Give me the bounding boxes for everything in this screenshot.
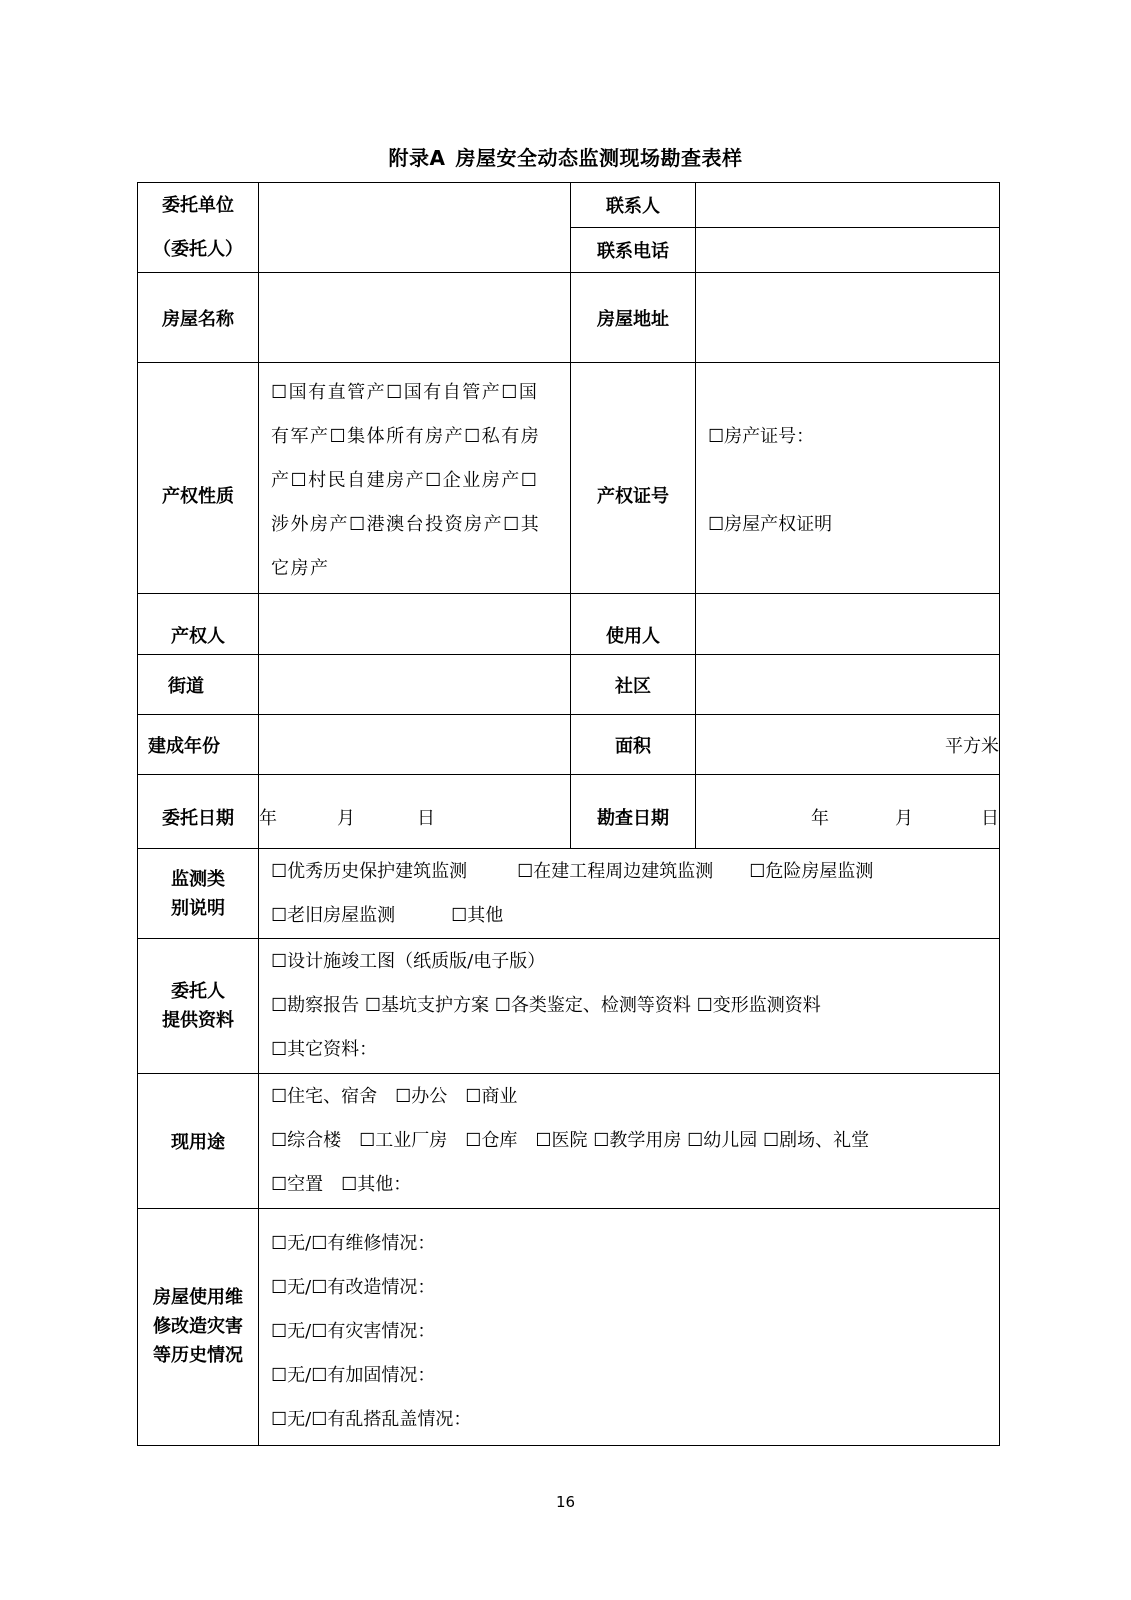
property-cert-blank-line [708,459,991,503]
history-repair-line[interactable]: ☐无/☐有维修情况： [271,1232,436,1254]
contact-label: 联系人 [571,183,696,228]
history-reinforcement-line[interactable]: ☐无/☐有加固情况： [271,1364,436,1386]
materials-options[interactable] [259,939,1000,1074]
monitor-type-label [138,848,259,938]
property-nature-label [138,363,259,593]
street-label: 街道 [138,655,259,715]
property-cert-proof-checkbox[interactable]: ☐房屋产权证明 [708,513,833,535]
history-renovation-line[interactable]: ☐无/☐有改造情况： [271,1276,436,1298]
street-row [138,655,1000,715]
phone-label: 联系电话 [571,227,696,273]
survey-month-unit: 月 [895,807,913,829]
house-name-value[interactable] [259,273,571,363]
area-unit: 平方米 [945,735,999,757]
property-nature-line[interactable]: 涉外房产☐港澳台投资房产☐其 [271,513,541,535]
usage-line[interactable]: ☐综合楼 ☐工业厂房 ☐仓库 ☐医院 ☐教学用房 ☐幼儿园 ☐剧场、礼堂 [271,1129,870,1151]
construction-nearby-checkbox[interactable]: ☐在建工程周边建筑监测 [517,860,714,882]
owner-label-text: 产权人 [171,626,225,648]
history-disaster-line[interactable]: ☐无/☐有灾害情况： [271,1320,436,1342]
property-row [138,363,1000,593]
appendix-number: 附录A [388,146,446,170]
usage-options[interactable] [259,1073,1000,1208]
history-label-line2: 修改造灾害 [153,1316,243,1338]
year-area-row [138,715,1000,775]
street-value[interactable] [259,655,571,715]
materials-row [138,939,1000,1074]
page-number: 16 [555,1493,576,1511]
old-house-checkbox[interactable]: ☐老旧房屋监测 [271,904,396,926]
commission-date-label: 委托日期 [138,774,259,848]
history-label-line1: 房屋使用维 [153,1287,243,1309]
commission-month-unit: 月 [337,807,355,829]
client-row [138,183,1000,228]
materials-line[interactable]: ☐设计施竣工图（纸质版/电子版） [271,951,546,973]
user-label-text: 使用人 [606,626,660,648]
historic-building-checkbox[interactable]: ☐优秀历史保护建筑监测 [271,860,468,882]
community-label: 社区 [571,655,696,715]
commission-year-unit: 年 [259,807,277,829]
monitor-type-label-line1: 监测类 [171,868,225,890]
owner-label [138,593,259,655]
survey-date-value[interactable] [696,774,1000,848]
usage-label: 现用途 [138,1073,259,1208]
owner-value[interactable] [259,593,571,655]
area-label: 面积 [571,715,696,775]
client-label [138,183,259,273]
monitor-other-checkbox[interactable]: ☐其他 [451,904,504,926]
history-label-line3: 等历史情况 [153,1345,243,1367]
user-label [571,593,696,655]
house-address-label: 房屋地址 [571,273,696,363]
contact-value[interactable] [696,183,1000,228]
property-nature-line[interactable]: 有军产☐集体所有房产☐私有房 [271,425,541,447]
house-address-value[interactable] [696,273,1000,363]
property-cert-label-text: 产权证号 [597,485,669,507]
dangerous-house-checkbox[interactable]: ☐危险房屋监测 [749,860,874,882]
usage-line[interactable]: ☐住宅、宿舍 ☐办公 ☐商业 [271,1085,518,1107]
property-nature-label-text: 产权性质 [162,485,234,507]
property-cert-number-checkbox[interactable]: ☐房产证号： [708,425,815,447]
client-value[interactable] [259,183,571,273]
date-row [138,774,1000,848]
property-cert-options[interactable] [696,363,1000,593]
property-nature-line[interactable]: ☐国有直管产☐国有自管产☐国 [271,381,539,403]
history-options[interactable] [259,1208,1000,1445]
materials-line[interactable]: ☐其它资料： [271,1039,378,1061]
property-cert-label [571,363,696,593]
owner-row [138,593,1000,655]
commission-day-unit: 日 [417,807,435,829]
survey-day-unit: 日 [981,807,999,829]
house-name-label: 房屋名称 [138,273,259,363]
materials-label-line1: 委托人 [171,981,225,1003]
materials-label [138,939,259,1074]
materials-label-line2: 提供资料 [162,1010,234,1032]
monitor-type-options[interactable] [259,848,1000,938]
history-label [138,1208,259,1445]
client-label-line1: 委托单位 [162,194,234,216]
commission-date-value[interactable] [259,774,571,848]
materials-line[interactable]: ☐勘察报告 ☐基坑支护方案 ☐各类鉴定、检测等资料 ☐变形监测资料 [271,995,821,1017]
user-value[interactable] [696,593,1000,655]
history-illegal-construction-line[interactable]: ☐无/☐有乱搭乱盖情况： [271,1408,472,1430]
phone-value[interactable] [696,227,1000,273]
monitor-type-line2 [271,894,991,938]
property-nature-line[interactable]: 它房产 [271,557,330,579]
community-value[interactable] [696,655,1000,715]
built-year-label: 建成年份 [138,715,259,775]
built-year-value[interactable] [259,715,571,775]
property-nature-line[interactable]: 产☐村民自建房产☐企业房产☐ [271,469,539,491]
title-text: 房屋安全动态监测现场勘查表样 [455,146,743,170]
survey-date-label: 勘查日期 [571,774,696,848]
house-row [138,273,1000,363]
monitor-type-label-line2: 别说明 [171,897,225,919]
history-row [138,1208,1000,1445]
property-nature-options[interactable] [259,363,571,593]
monitor-type-row [138,848,1000,938]
survey-form-table [137,182,1000,1446]
usage-row [138,1073,1000,1208]
survey-year-unit: 年 [811,807,829,829]
client-label-line2: （委托人） [153,238,243,260]
usage-line[interactable]: ☐空置 ☐其他： [271,1173,412,1195]
page-title [0,142,1131,171]
area-value[interactable] [696,715,1000,775]
monitor-type-line1 [271,850,991,894]
